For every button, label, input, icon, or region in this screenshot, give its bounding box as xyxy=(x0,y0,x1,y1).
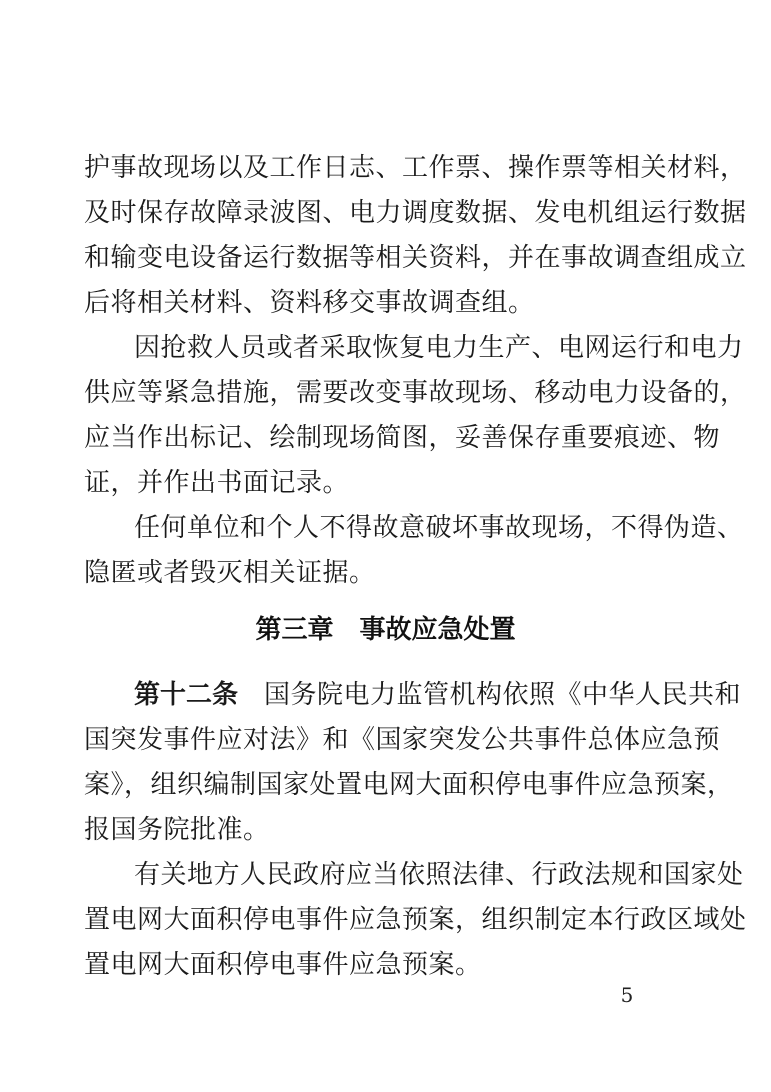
paragraph-1-line-4: 后将相关材料、资料移交事故调查组。 xyxy=(84,288,535,318)
paragraph-2-line-1: 因抢救人员或者采取恢复电力生产、电网运行和电力 xyxy=(134,333,744,363)
article-12-line-1 xyxy=(134,675,742,715)
chapter-title: 事故应急处置 xyxy=(359,615,516,645)
paragraph-1-line-3: 和输变电设备运行数据等相关资料，并在事故调查组成立 xyxy=(84,243,747,273)
article-12-line-3: 案》，组织编制国家处置电网大面积停电事件应急预案， xyxy=(84,770,734,800)
chapter-number: 第三章 xyxy=(255,615,334,645)
chapter-heading xyxy=(0,608,771,652)
paragraph-5-line-1: 有关地方人民政府应当依照法律、行政法规和国家处 xyxy=(134,860,744,890)
paragraph-1-line-1: 护事故现场以及工作日志、工作票、操作票等相关材料， xyxy=(84,153,747,183)
paragraph-5-line-2: 置电网大面积停电事件应急预案，组织制定本行政区域处 xyxy=(84,905,747,935)
page-number: 5 xyxy=(620,983,634,1007)
paragraph-3-line-2: 隐匿或者毁灭相关证据。 xyxy=(84,558,376,588)
paragraph-2-line-3: 应当作出标记、绘制现场简图，妥善保存重要痕迹、物 xyxy=(84,423,721,453)
article-12-text-1: 国务院电力监管机构依照《中华人民共和 xyxy=(264,680,742,710)
paragraph-3-line-1: 任何单位和个人不得故意破坏事故现场，不得伪造、 xyxy=(134,513,744,543)
article-12-line-4: 报国务院批准。 xyxy=(84,815,270,845)
article-12-line-2: 国突发事件应对法》和《国家突发公共事件总体应急预 xyxy=(84,725,721,755)
paragraph-5-line-3: 置电网大面积停电事件应急预案。 xyxy=(84,950,482,980)
paragraph-2-line-4: 证，并作出书面记录。 xyxy=(84,468,350,498)
paragraph-1-line-2: 及时保存故障录波图、电力调度数据、发电机组运行数据 xyxy=(84,198,747,228)
paragraph-2-line-2: 供应等紧急措施，需要改变事故现场、移动电力设备的， xyxy=(84,378,747,408)
article-12-heading: 第十二条 xyxy=(134,680,239,710)
